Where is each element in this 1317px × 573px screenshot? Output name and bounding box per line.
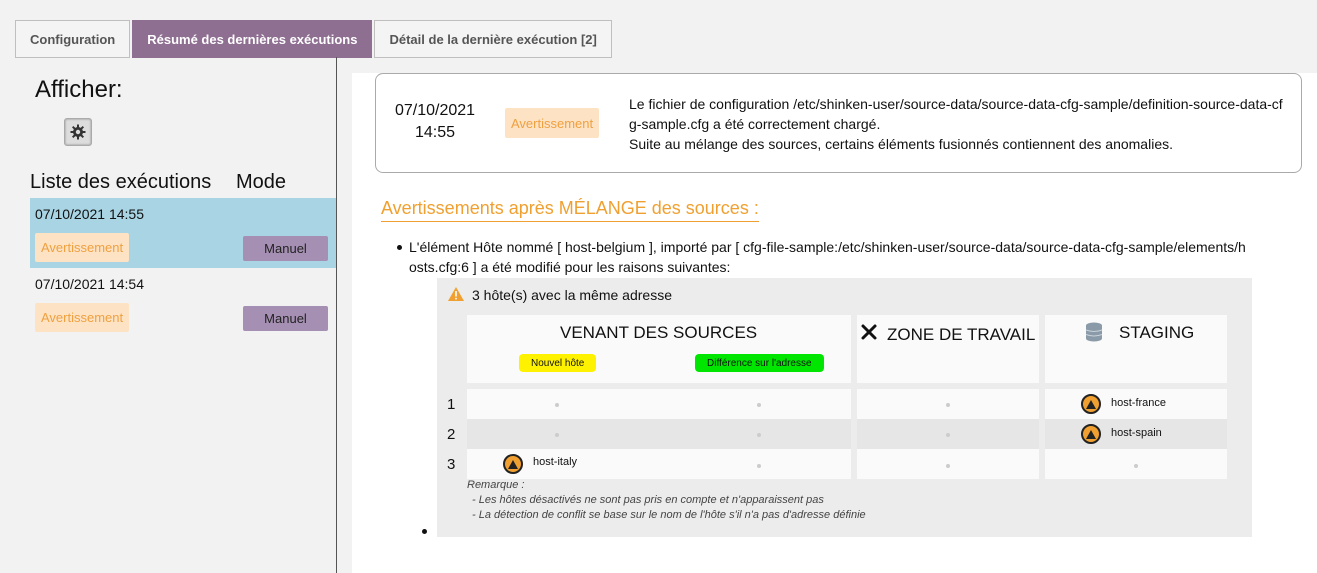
gear-icon: [70, 124, 86, 140]
summary-date: [386, 100, 484, 144]
tab-configuration[interactable]: Configuration: [15, 20, 130, 58]
remark-title: Remarque :: [467, 479, 525, 491]
sources-column-title: VENANT DES SOURCES: [560, 323, 758, 342]
empty-marker: [555, 433, 559, 437]
tab-execution-summary[interactable]: Résumé des dernières exécutions: [132, 20, 372, 58]
summary-date-day: 07/10/2021: [394, 102, 476, 119]
remark-line: - La détection de conflit se base sur le nom de l'hôte s'il n'a pas d'adresse définie: [472, 509, 866, 521]
host-name[interactable]: host-italy: [533, 456, 578, 468]
mode-column-title: Mode: [236, 171, 287, 193]
tab-bar: [15, 20, 612, 58]
tools-icon: [860, 323, 878, 341]
staging-cell: [1045, 389, 1227, 419]
work-zone-column-header: [857, 315, 1039, 383]
sources-column-header: [467, 315, 851, 383]
mode-badge: Manuel: [243, 236, 328, 261]
host-name[interactable]: host-france: [1111, 397, 1167, 409]
sources-cell: [467, 419, 851, 449]
mode-badge: Manuel: [243, 306, 328, 331]
warning-triangle-icon: [508, 460, 518, 469]
display-label: Afficher:: [35, 76, 123, 103]
summary-date-time: 14:55: [414, 124, 456, 141]
work-zone-cell: [857, 449, 1039, 479]
warning-triangle-icon: [448, 287, 464, 301]
empty-marker: [946, 433, 950, 437]
list-bullet: [422, 529, 427, 534]
execution-list-header: [30, 171, 287, 194]
list-bullet: [397, 245, 402, 250]
execution-item[interactable]: [30, 268, 336, 338]
row-number: 3: [447, 456, 456, 473]
sources-cell: [467, 389, 851, 419]
work-zone-cell: [857, 389, 1039, 419]
row-number: 2: [447, 426, 456, 443]
host-warning-icon: [1081, 424, 1101, 444]
sources-cell: [467, 449, 851, 479]
new-host-legend: Nouvel hôte: [519, 354, 596, 372]
address-conflict-panel: [437, 278, 1252, 537]
host-name[interactable]: host-spain: [1111, 427, 1162, 439]
summary-message: [629, 94, 1289, 154]
summary-warning-badge: Avertissement: [505, 108, 599, 138]
warnings-section-title: Avertissements après MÉLANGE des sources :: [381, 198, 759, 222]
address-diff-legend: Différence sur l'adresse: [695, 354, 824, 372]
row-number: 1: [447, 396, 456, 413]
empty-marker: [757, 464, 761, 468]
warning-badge: Avertissement: [35, 303, 129, 332]
empty-marker: [946, 403, 950, 407]
remark-line: - Les hôtes désactivés ne sont pas pris en compte et n'apparaissent pas: [472, 494, 824, 506]
empty-marker: [555, 403, 559, 407]
work-zone-column-title: ZONE DE TRAVAIL: [887, 325, 1036, 344]
empty-marker: [1134, 464, 1138, 468]
host-warning-icon: [1081, 394, 1101, 414]
execution-summary-card: [375, 73, 1302, 173]
warning-badge: Avertissement: [35, 233, 129, 262]
work-zone-cell: [857, 419, 1039, 449]
execution-date: 07/10/2021 14:55: [35, 206, 144, 222]
main-panel: [352, 73, 1317, 573]
sidebar: [0, 57, 337, 573]
staging-column-header: [1045, 315, 1227, 383]
empty-marker: [757, 403, 761, 407]
empty-marker: [946, 464, 950, 468]
host-warning-icon: [503, 454, 523, 474]
execution-list-title: Liste des exécutions: [30, 171, 212, 193]
tab-last-execution-detail[interactable]: Détail de la dernière exécution [2]: [374, 20, 611, 58]
staging-cell: [1045, 449, 1227, 479]
display-settings-button[interactable]: [64, 118, 92, 146]
staging-column-title: STAGING: [1119, 323, 1195, 342]
staging-cell: [1045, 419, 1227, 449]
warning-triangle-icon: [1086, 400, 1096, 409]
summary-message-line: Le fichier de configuration /etc/shinken-user/source-data/source-data-cfg-sample/definition-source-data-cfg-sample.cfg a été correctement chargé.: [629, 96, 1283, 132]
summary-message-line: Suite au mélange des sources, certains éléments fusionnés contiennent des anomalies.: [629, 136, 1173, 152]
database-icon: [1085, 322, 1103, 342]
warning-triangle-icon: [1086, 430, 1096, 439]
execution-item[interactable]: [30, 198, 336, 268]
empty-marker: [757, 433, 761, 437]
warning-item-text: L'élément Hôte nommé [ host-belgium ], importé par [ cfg-file-sample:/etc/shinken-user/source-data/source-data-cfg-sample/elements/hosts.cfg:6 ] a été modifié pour les raisons suivantes:: [409, 239, 1246, 275]
conflict-title: 3 hôte(s) avec la même adresse: [472, 287, 672, 303]
execution-date: 07/10/2021 14:54: [35, 276, 144, 292]
